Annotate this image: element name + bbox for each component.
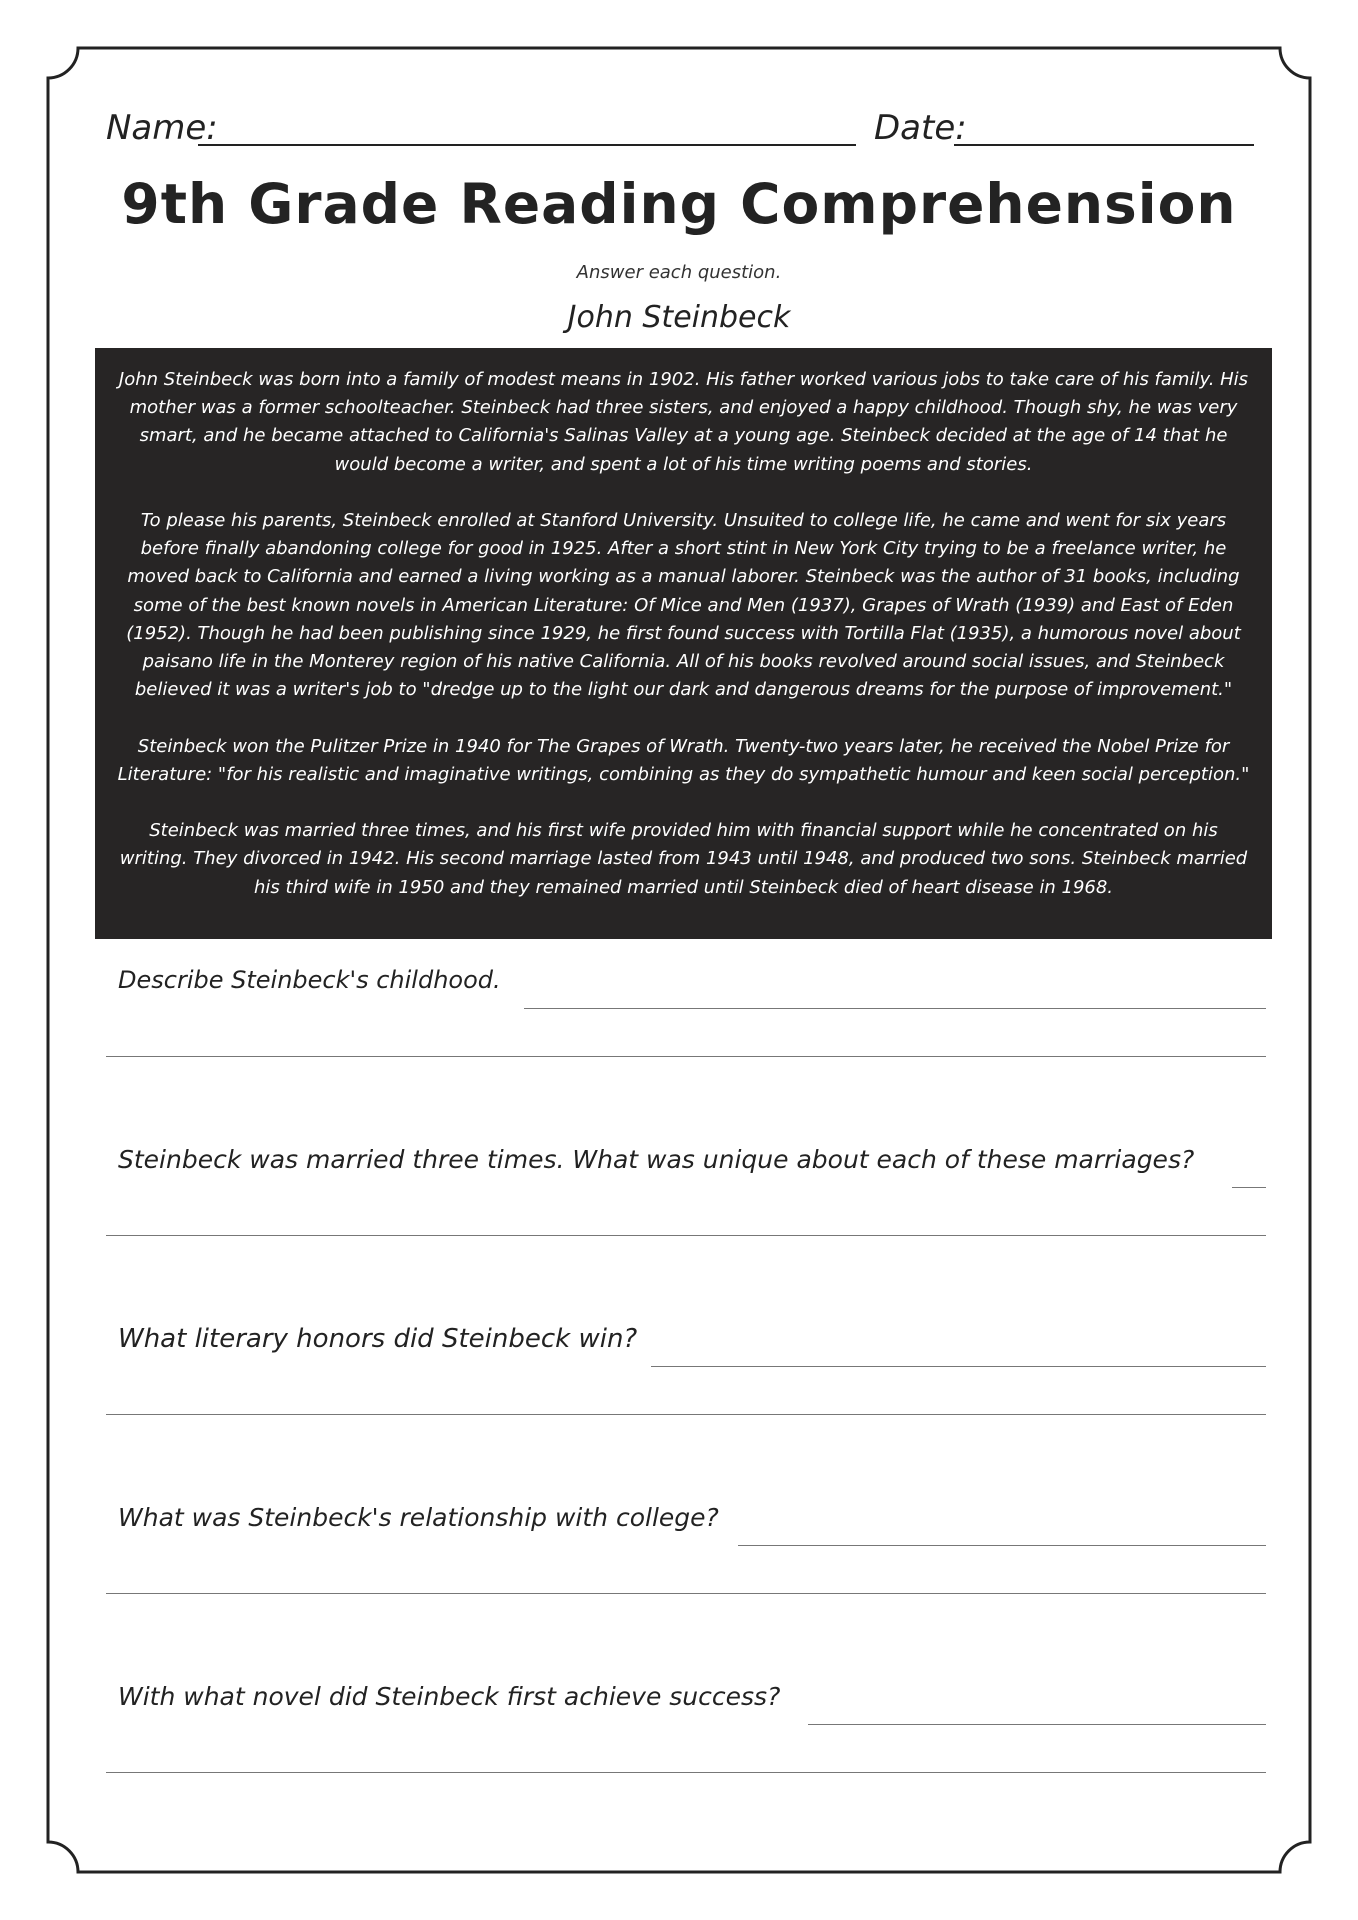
- answer-line[interactable]: [106, 1056, 1266, 1057]
- question-text: Steinbeck was married three times. What was unique about each of these marriages?: [118, 1145, 1195, 1174]
- question-3: [106, 1324, 1266, 1404]
- date-label: Date:: [874, 108, 967, 148]
- name-label: Name:: [106, 108, 218, 148]
- question-text: What literary honors did Steinbeck win?: [118, 1324, 638, 1354]
- question-5: [106, 1682, 1266, 1762]
- passage-title: John Steinbeck: [567, 300, 791, 335]
- page-title: 9th Grade Reading Comprehension: [121, 172, 1237, 236]
- question-text: With what novel did Steinbeck first achieve success?: [118, 1682, 781, 1711]
- answer-line[interactable]: [651, 1366, 1266, 1367]
- question-text: What was Steinbeck's relationship with college?: [118, 1503, 719, 1532]
- name-date-row: [106, 100, 1256, 150]
- reading-passage: [95, 348, 1272, 939]
- date-field[interactable]: [954, 144, 1254, 146]
- question-2: [106, 1145, 1266, 1225]
- instructions: Answer each question.: [576, 262, 782, 283]
- passage-paragraph: Steinbeck won the Pulitzer Prize in 1940 for The Grapes of Wrath. Twenty-two years later, he received the Nobel Prize for Literature: "for his realistic and imaginative writings, combining as they do sympathetic humour and keen social perception.": [117, 735, 1250, 785]
- answer-line[interactable]: [106, 1414, 1266, 1415]
- question-4: [106, 1503, 1266, 1583]
- answer-line[interactable]: [524, 1008, 1266, 1009]
- passage-paragraph: Steinbeck was married three times, and his first wife provided him with financial support while he concentrated on his writing. They divorced in 1942. His second marriage lasted from 1943 until 1948, and produced two sons. Steinbeck married his third wife in 1950 and they remained married until Steinbeck died of heart disease in 1968.: [119, 820, 1248, 898]
- answer-line[interactable]: [106, 1235, 1266, 1236]
- answer-line[interactable]: [738, 1545, 1266, 1546]
- name-field[interactable]: [198, 144, 856, 146]
- answer-line[interactable]: [106, 1772, 1266, 1773]
- passage-paragraph: To please his parents, Steinbeck enrolled at Stanford University. Unsuited to college life, he came and went for six years before finally abandoning college for good in 1925. After a short stint in New York City trying to be a freelance writer, he moved back to California and earned a living working as a manual laborer. Steinbeck was the author of 31 books, including some of the best known novels in American Literature: Of Mice and Men (1937), Grapes of Wrath (1939) and East of Eden (1952). Though he had been publishing since 1929, he first found success with Tortilla Flat (1935), a humorous novel about paisano life in the Monterey region of his native California. All of his books revolved around social issues, and Steinbeck believed it was a writer's job to "dredge up to the light our dark and dangerous dreams for the purpose of improvement.": [126, 510, 1241, 701]
- answer-line[interactable]: [808, 1724, 1266, 1725]
- answer-line[interactable]: [106, 1593, 1266, 1594]
- passage-paragraph: John Steinbeck was born into a family of modest means in 1902. His father worked various jobs to take care of his family. His mother was a former schoolteacher. Steinbeck had three sisters, and enjoyed a happy childhood. Though shy, he was very smart, and he became attached to California's Salinas Valley at a young age. Steinbeck decided at the age of 14 that he would become a writer, and spent a lot of his time writing poems and stories.: [118, 369, 1249, 475]
- question-1: [106, 966, 1266, 1046]
- question-text: Describe Steinbeck's childhood.: [118, 966, 501, 994]
- answer-line[interactable]: [1232, 1187, 1266, 1188]
